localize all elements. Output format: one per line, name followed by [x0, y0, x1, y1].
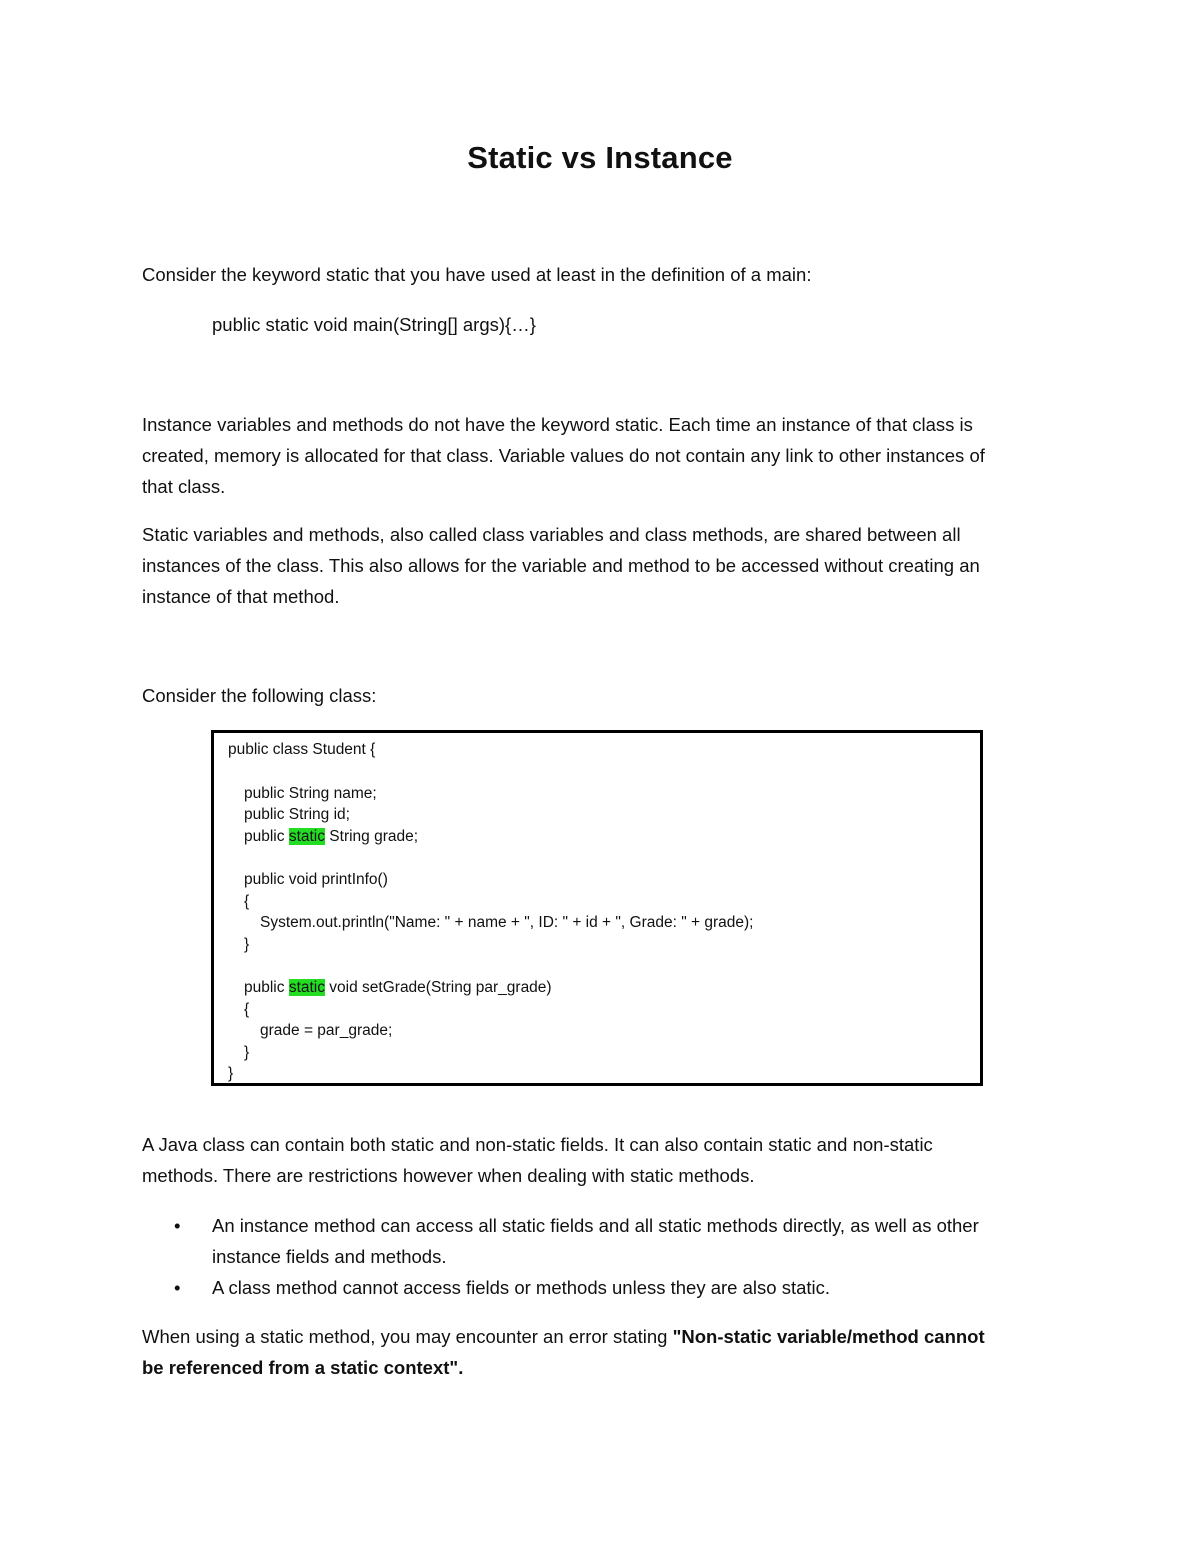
main-signature: public static void main(String[] args){…} — [212, 314, 536, 335]
instance-paragraph-line: Instance variables and methods do not have the keyword static. Each time an instance of that class is — [142, 414, 973, 435]
consider-class-label: Consider the following class: — [142, 685, 377, 706]
static-paragraph-line: instances of the class. This also allows for the variable and method to be accessed without creating an — [142, 555, 980, 576]
restrictions-list — [142, 1210, 1062, 1303]
static-paragraph — [142, 519, 1062, 612]
list-item — [142, 1272, 1062, 1303]
code-line: { — [244, 1001, 250, 1018]
code-text: public — [244, 828, 289, 845]
error-message: "Non-static variable/method cannot — [672, 1326, 985, 1347]
code-line: } — [228, 1065, 234, 1082]
code-line: public class Student { — [228, 741, 376, 758]
error-text: When using a static method, you may encounter an error stating — [142, 1326, 673, 1347]
error-paragraph — [142, 1321, 1062, 1383]
code-line: grade = par_grade; — [260, 1022, 393, 1039]
code-line — [244, 826, 418, 848]
java-class-paragraph — [142, 1129, 1062, 1191]
instance-paragraph-line: that class. — [142, 476, 226, 497]
java-class-paragraph-line: methods. There are restrictions however when dealing with static methods. — [142, 1165, 755, 1186]
static-keyword-highlight: static — [288, 979, 325, 996]
error-paragraph-line — [142, 1321, 1062, 1352]
error-text: . — [458, 1357, 464, 1378]
intro-paragraph: Consider the keyword static that you have used at least in the definition of a main: — [142, 264, 812, 285]
code-line: { — [244, 893, 250, 910]
code-box — [211, 730, 983, 1086]
code-text: void setGrade(String par_grade) — [325, 979, 552, 996]
static-paragraph-line: Static variables and methods, also called class variables and class methods, are shared between all — [142, 524, 961, 545]
code-text: public — [244, 979, 289, 996]
code-line: public String id; — [244, 806, 350, 823]
code-line — [244, 977, 552, 999]
code-line: public String name; — [244, 785, 377, 802]
list-item-line: An instance method can access all static fields and all static methods directly, as well as other — [212, 1215, 979, 1236]
error-paragraph-line — [142, 1352, 1062, 1383]
page-title: Static vs Instance — [467, 140, 733, 175]
java-class-paragraph-line: A Java class can contain both static and non-static fields. It can also contain static and non-static — [142, 1134, 933, 1155]
bullet-icon: • — [174, 1277, 181, 1298]
static-paragraph-line: instance of that method. — [142, 586, 340, 607]
bullet-icon: • — [174, 1215, 181, 1236]
instance-paragraph — [142, 409, 1062, 502]
code-line: } — [244, 936, 250, 953]
code-text: String grade; — [325, 828, 419, 845]
instance-paragraph-line: created, memory is allocated for that class. Variable values do not contain any link to other instances of — [142, 445, 985, 466]
code-line: } — [244, 1044, 250, 1061]
list-item-line: instance fields and methods. — [212, 1246, 447, 1267]
list-item-line: A class method cannot access fields or methods unless they are also static. — [212, 1277, 831, 1298]
static-keyword-highlight: static — [288, 828, 325, 845]
code-line: public void printInfo() — [244, 871, 388, 888]
error-message: be referenced from a static context" — [142, 1357, 459, 1378]
list-item — [142, 1210, 1062, 1272]
code-line: System.out.println("Name: " + name + ", ID: " + id + ", Grade: " + grade); — [260, 914, 754, 931]
